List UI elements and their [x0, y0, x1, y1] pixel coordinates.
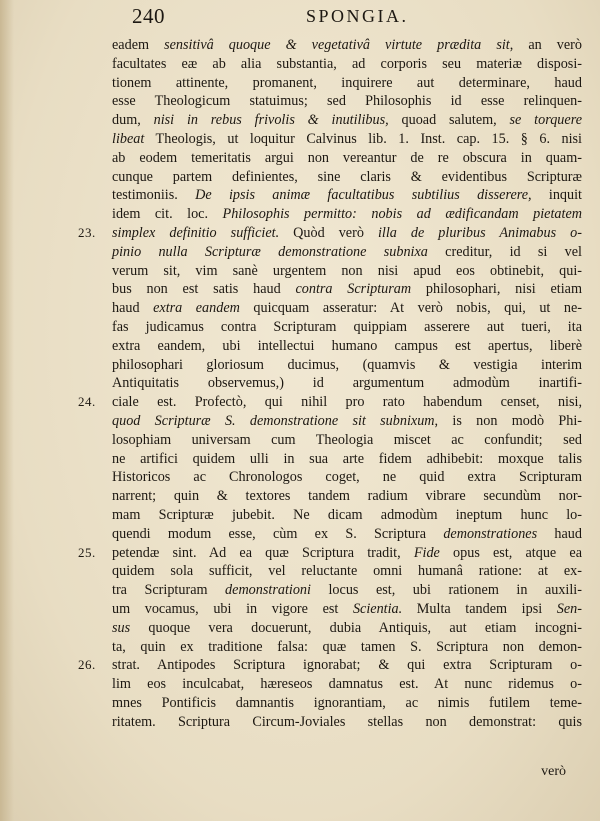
text-line	[112, 74, 582, 93]
roman-text: , an verò	[509, 37, 582, 53]
roman-text: testimoniis.	[112, 187, 196, 204]
italic-text: contra Scripturam	[295, 281, 412, 298]
roman-text: esse Theologicum statuimus; sed Philosophis id esse relinquen-	[112, 93, 582, 110]
text-line	[112, 243, 582, 262]
roman-text: Historicos ac Chronologos coget, ne quid extra Scripturam	[112, 469, 582, 486]
roman-text: dum,	[112, 112, 154, 129]
italic-text: demonstrationi	[225, 582, 311, 599]
text-line	[112, 337, 582, 356]
text-line	[112, 299, 582, 318]
italic-text: libeat	[112, 130, 145, 147]
roman-text: fas judicamus contra Scripturam quippiam asserere aut tueri, ita	[112, 318, 582, 335]
text-line	[112, 468, 582, 487]
text-line	[112, 619, 582, 638]
italic-text: pinio nulla Scripturæ demonstratione subnixa	[112, 243, 428, 260]
catchword: verò	[541, 764, 566, 779]
italic-text: demonstrationes	[443, 525, 538, 542]
text-line	[112, 130, 582, 149]
italic-text: Philosophis permitto: nobis ad ædificandam pietatem	[222, 206, 582, 223]
roman-text: lim eos inculcabat, hæreseos damnatus est. At nunc ridemus o-	[112, 676, 582, 693]
text-line	[112, 318, 582, 337]
roman-text: haud	[112, 300, 154, 317]
italic-text: extra eandem	[153, 300, 240, 317]
italic-text: quod Scripturæ S. demonstratione sit subnixum	[112, 412, 435, 429]
text-line	[112, 111, 582, 130]
roman-text: mam Scripturæ jubebit. Ne dicam admodùm ineptum hunc lo-	[112, 506, 582, 523]
roman-text: philosophari, nisi etiam	[411, 281, 582, 298]
roman-text: tra Scripturam	[112, 582, 226, 599]
text-line	[112, 694, 582, 713]
roman-text: quicquam asseratur: At verò nobis, qui, ut ne-	[239, 300, 582, 317]
roman-text: ne artifici quidem ulli in sua arte fidem adhibebit: moxque talis	[112, 450, 582, 467]
page-number: 240	[132, 4, 165, 28]
text-line	[112, 450, 582, 469]
text-line	[112, 562, 582, 581]
italic-text: illa de pluribus Animabus o-	[377, 224, 582, 241]
text-line	[112, 205, 582, 224]
body-text	[78, 36, 582, 731]
italic-text: se torquere	[509, 112, 582, 129]
roman-text: locus est, ubi rationem in auxili-	[310, 582, 582, 599]
roman-text: ta, quin ex traditione falsa: quæ tamen S. Scriptura non demon-	[112, 638, 582, 655]
roman-text: inquit	[531, 187, 582, 204]
italic-text: Fide	[413, 544, 440, 561]
text-line	[112, 36, 582, 55]
text-line	[112, 280, 582, 299]
page-header	[0, 4, 600, 32]
italic-text: sus	[112, 619, 131, 636]
text-line	[112, 525, 582, 544]
roman-text: tionem attinente, promanent, inquirere aut determinare, haud	[112, 74, 582, 91]
margin-section-number: 26.	[78, 657, 96, 673]
roman-text: , is non modò Phi-	[434, 412, 582, 429]
italic-text: Scientia.	[352, 600, 403, 617]
roman-text: ciale est. Profectò, qui nihil pro rato habendum censet, nisi,	[112, 394, 582, 411]
text-line	[112, 374, 582, 393]
text-line	[78, 544, 582, 563]
text-line	[112, 713, 582, 732]
roman-text: philosophari gloriosum ducimus, (quamvis & vestigia interim	[112, 356, 582, 373]
roman-text: extra eandem, ubi intellectui humano campus est apertus, liberè	[112, 337, 582, 354]
roman-text: strat. Antipodes Scriptura ignorabat; & qui extra Scripturam o-	[112, 657, 582, 674]
text-line	[112, 581, 582, 600]
page-gutter-shadow	[0, 0, 14, 821]
roman-text: ab eodem temeritatis argui non vereantur de re obscura in quam-	[112, 149, 582, 166]
text-line	[112, 149, 582, 168]
roman-text: Antiquitatis observemus,) id argumentum admodùm inartifi-	[112, 375, 582, 392]
text-line	[112, 262, 582, 281]
roman-text: ritatem. Scriptura Circum-Joviales stellas non demonstrat: quis	[112, 713, 582, 730]
text-line	[112, 356, 582, 375]
roman-text: idem cit. loc.	[112, 206, 223, 223]
text-line	[112, 186, 582, 205]
roman-text: Quòd verò	[279, 224, 378, 241]
roman-text: eadem	[112, 37, 165, 53]
roman-text: verum sit, vim sanè urgentem non nisi apud eos obtinebit, qui-	[112, 262, 582, 279]
roman-text: opus est, atque ea	[439, 544, 582, 561]
roman-text: losophiam universam cum Theologia miscet ac confundit; sed	[112, 431, 582, 448]
margin-section-number: 23.	[78, 224, 96, 240]
italic-text: Sen-	[556, 600, 582, 617]
text-line	[112, 675, 582, 694]
roman-text: quoad salutem,	[388, 112, 510, 129]
text-line	[78, 224, 582, 243]
text-line	[112, 92, 582, 111]
text-line	[78, 393, 582, 412]
roman-text: haud	[537, 525, 582, 542]
text-line	[112, 55, 582, 74]
roman-text: Theologis, ut loquitur Calvinus lib. 1. Inst. cap. 15. § 6. nisi	[144, 130, 582, 147]
roman-text: bus non est satis haud	[112, 281, 296, 298]
roman-text: petendæ sint. Ad ea quæ Scriptura tradit,	[112, 544, 414, 561]
roman-text: creditur, id si vel	[427, 243, 582, 260]
roman-text: Multa tandem ipsi	[402, 600, 557, 617]
text-line	[112, 638, 582, 657]
text-line	[112, 168, 582, 187]
text-line	[112, 600, 582, 619]
text-line	[112, 506, 582, 525]
italic-text: sensitivâ quoque & vegetativâ virtute prædita sit	[164, 37, 510, 53]
roman-text: facultates eæ ab alia substantia, ad corporis seu materiæ disposi-	[112, 55, 582, 72]
roman-text: quidem sola sufficit, vel reluctante omni humanâ ratione: at ex-	[112, 563, 582, 580]
italic-text: De ipsis animæ facultatibus subtilius disserere,	[195, 187, 532, 204]
roman-text: quendi modum esse, cùm ex S. Scriptura	[112, 525, 444, 542]
italic-text: simplex definitio sufficiet.	[112, 224, 280, 241]
roman-text: mnes Pontificis damnantis ignorantiam, ac nimis futilem teme-	[112, 694, 582, 711]
margin-section-number: 25.	[78, 544, 96, 560]
text-line	[78, 656, 582, 675]
roman-text: cunque partem definientes, sine claris & evidentibus Scripturæ	[112, 168, 582, 185]
running-head: SPONGIA.	[306, 6, 409, 26]
text-line	[112, 412, 582, 431]
roman-text: quoque vera docuerunt, dubia Antiquis, aut etiam incogni-	[130, 619, 582, 636]
margin-section-number: 24.	[78, 394, 96, 410]
italic-text: nisi in rebus frivolis & inutilibus,	[153, 112, 389, 129]
text-line	[112, 431, 582, 450]
roman-text: um vocamus, ubi in vigore est	[112, 600, 353, 617]
roman-text: narrent; quin & textores tandem radium vibrare secundùm nor-	[112, 488, 582, 505]
text-line	[112, 487, 582, 506]
